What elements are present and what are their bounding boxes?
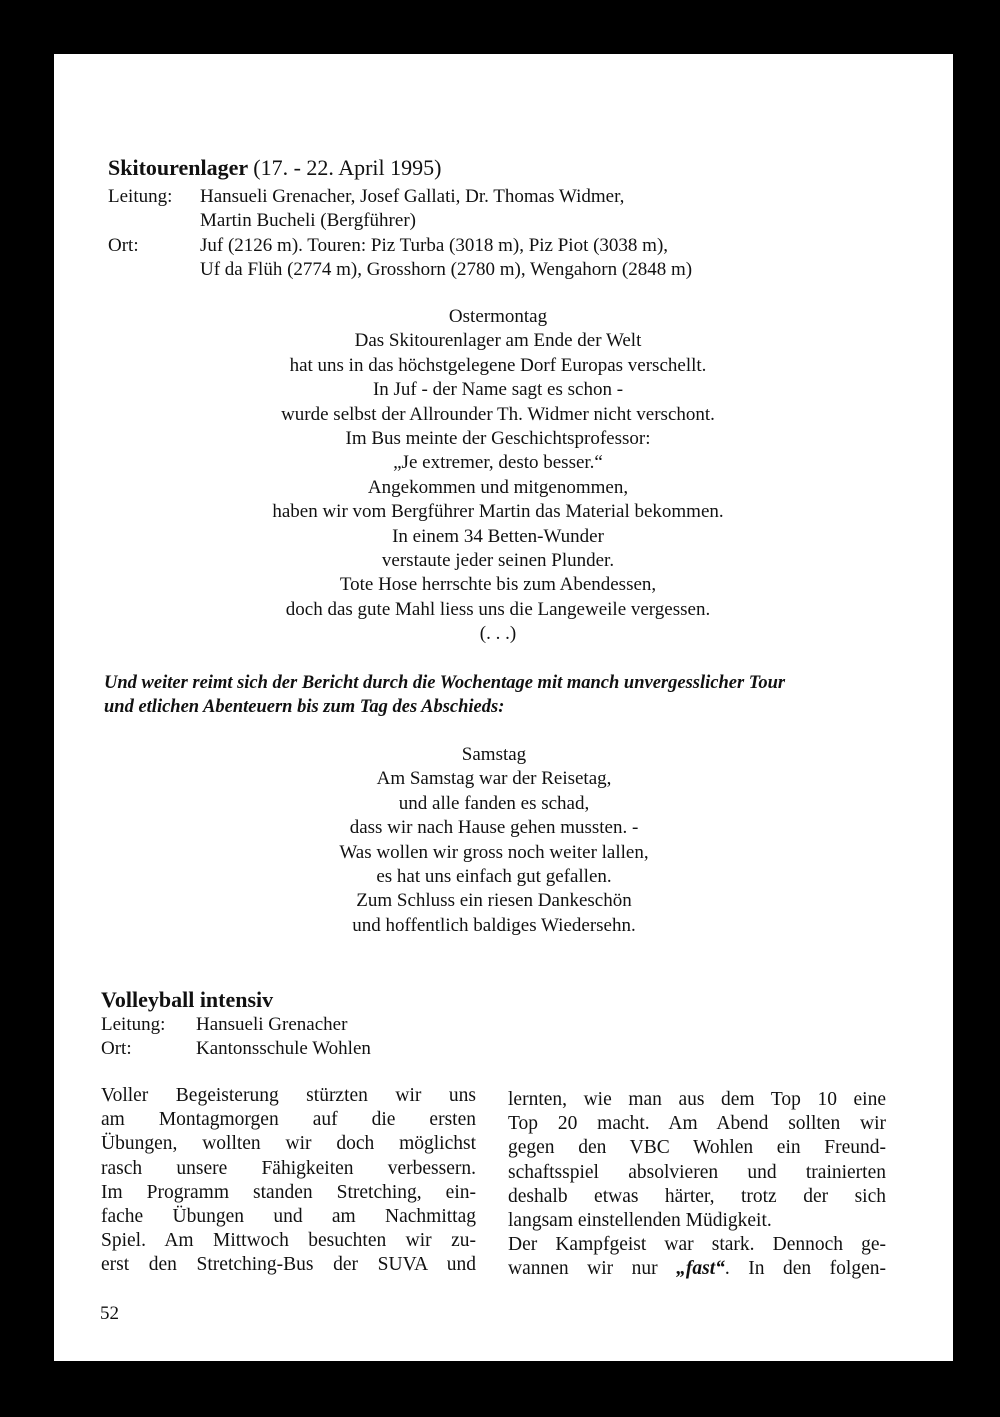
poem-line: „Je extremer, desto besser.“ [393,452,603,474]
body-line: lernten, wie man aus dem Top 10 eine [508,1089,886,1110]
poem-line: haben wir vom Bergführer Martin das Material bekommen. [272,501,724,523]
poem-line: es hat uns einfach gut gefallen. [376,866,612,888]
poem-line: und alle fanden es schad, [398,792,590,814]
body-line [508,1257,886,1281]
ski-dates: (17. - 22. April 1995) [253,155,442,180]
body-line: Im Programm standen Stretching, ein- [101,1181,476,1203]
poem-line: und hoffentlich baldiges Wiedersehn. [352,914,636,936]
poem-line: Ostermontag [448,306,548,327]
body-line: langsam einstellenden Müdigkeit. [508,1210,772,1232]
poem-line: dass wir nach Hause gehen mussten. - [349,817,639,839]
poem-line: wurde selbst der Allrounder Th. Widmer nicht verschont. [281,403,715,425]
body-line: gegen den VBC Wohlen ein Freund- [508,1137,886,1159]
emphasis-fast: „fast“ [676,1258,725,1280]
ski-leitung-line1: Hansueli Grenacher, Josef Gallati, Dr. Thomas Widmer, [200,186,625,207]
body-line: Übungen, wollten wir doch möglichst [101,1133,476,1155]
ski-ort-line1: Juf (2126 m). Touren: Piz Turba (3018 m), Piz Piot (3038 m), [200,235,669,256]
poem-line: In Juf - der Name sagt es schon - [372,379,624,401]
poem-line: hat uns in das höchstgelegene Dorf Europas verschellt. [289,354,707,376]
body-line: Spiel. Am Mittwoch besuchten wir zu- [101,1230,476,1252]
volley-ort-label: Ort: [101,1038,132,1059]
ski-ort-label: Ort: [108,235,139,256]
poem-samstag [54,743,934,938]
body-column-left [101,1084,476,1278]
document-page [54,54,953,1361]
body-text: wannen wir nur [508,1258,677,1280]
poem-line: verstaute jeder seinen Plunder. [381,550,615,572]
poem-ostermontag [54,305,942,647]
body-line: erst den Stretching-Bus der SUVA und [101,1254,476,1276]
section-heading-ski [108,155,441,181]
body-line: deshalb etwas härter, trotz der sich [508,1185,886,1207]
body-text: . In den folgen- [724,1258,886,1280]
poem-line: Tote Hose herrschte bis zum Abendessen, [339,574,657,596]
poem-line: Das Skitourenlager am Ende der Welt [354,330,642,352]
ski-title: Skitourenlager [108,155,248,180]
body-column-right [508,1088,886,1282]
volley-leitung-label: Leitung: [101,1014,166,1035]
body-line: rasch unsere Fähigkeiten verbessern. [101,1157,476,1179]
body-line: am Montagmorgen auf die ersten [101,1109,476,1131]
poem-line: Zum Schluss ein riesen Dankeschön [356,890,632,912]
ski-leitung-label: Leitung: [108,186,173,207]
body-line: Der Kampfgeist war stark. Dennoch ge- [508,1234,886,1256]
section-heading-volleyball: Volleyball intensiv [101,987,274,1012]
poem-line: doch das gute Mahl liess uns die Langeweile vergessen. [285,598,711,620]
poem-line: (. . .) [479,623,517,645]
interlude-line: Und weiter reimt sich der Bericht durch die Wochentage mit manch unvergesslicher Tour [104,673,786,693]
poem-line: Im Bus meinte der Geschichtsprofessor: [345,428,651,450]
interlude-line: und etlichen Abenteuern bis zum Tag des Abschieds: [104,697,505,717]
poem-line: Angekommen und mitgenommen, [367,476,629,498]
poem-line: Samstag [461,744,527,765]
interlude-text [104,671,785,719]
body-line: schaftsspiel absolvieren und trainierten [508,1161,886,1183]
poem-line: Am Samstag war der Reisetag, [376,768,612,790]
volley-leitung: Hansueli Grenacher [196,1014,348,1035]
volley-ort: Kantonsschule Wohlen [196,1038,371,1059]
poem-line: In einem 34 Betten-Wunder [392,525,604,547]
body-line: Voller Begeisterung stürzten wir uns [101,1085,476,1106]
body-line: fache Übungen und am Nachmittag [101,1206,476,1228]
ski-ort-line2: Uf da Flüh (2774 m), Grosshorn (2780 m), Wengahorn (2848 m) [200,259,693,280]
page-number: 52 [100,1303,119,1324]
ski-leitung-line2: Martin Bucheli (Bergführer) [200,210,416,231]
body-line: Top 20 macht. Am Abend sollten wir [508,1113,886,1135]
poem-line: Was wollen wir gross noch weiter lallen, [339,841,649,863]
